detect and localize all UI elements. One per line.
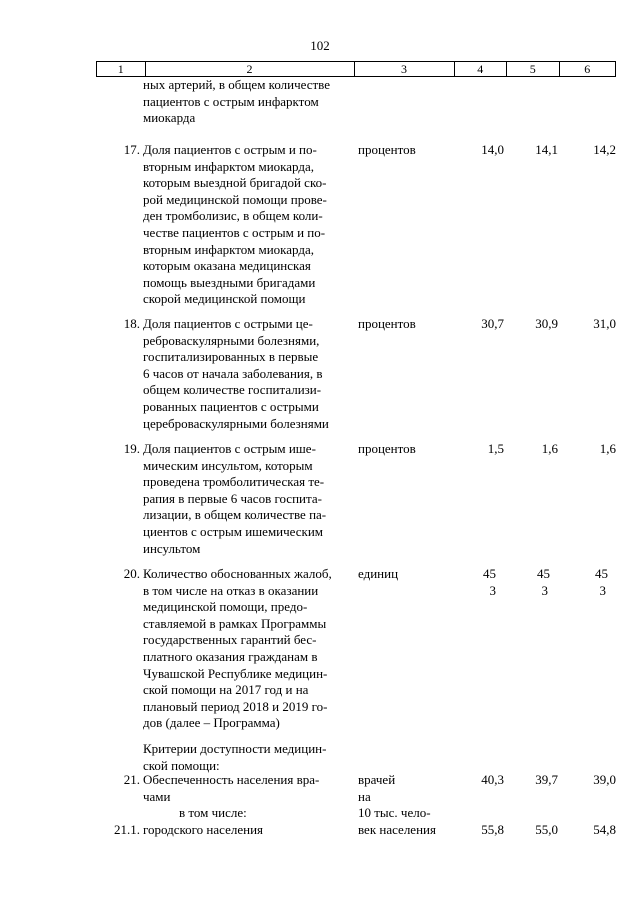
- value-col-4: [452, 566, 504, 599]
- desc-line: пациентов с острым инфарктом: [143, 93, 319, 109]
- desc-line: ден тромболизис, в общем коли-: [143, 208, 323, 224]
- desc-line: платного оказания гражданам в: [143, 648, 318, 664]
- desc-line: дов (далее – Программа): [143, 715, 280, 731]
- desc-line: чами: [143, 788, 171, 804]
- header-col-5: 5: [507, 62, 560, 76]
- row-description: [143, 77, 349, 127]
- desc-line: вторным инфарктом миокарда,: [143, 241, 315, 257]
- row-unit: процентов: [358, 142, 416, 157]
- desc-line: в том числе на отказ в оказании: [143, 582, 319, 598]
- row-description: городского населения: [143, 822, 264, 837]
- value-col-5: 39,7: [535, 772, 558, 787]
- desc-line: которым выездной бригадой ско-: [143, 175, 327, 191]
- row-number: 18.: [123, 316, 140, 331]
- desc-line: рой медицинской помощи прове-: [143, 191, 327, 207]
- value-col-6: 54,8: [593, 822, 616, 837]
- value-col-5: [506, 566, 558, 599]
- value-col-6: 1,6: [599, 441, 616, 456]
- desc-line: Доля пациентов с острым ише-: [143, 441, 316, 456]
- desc-line: ребров​аскулярными болезнями,: [143, 332, 320, 348]
- row-number: 17.: [123, 142, 140, 157]
- unit-line: 10 тыс. чело-: [358, 805, 431, 821]
- desc-line: ской помощи на 2017 год и на: [143, 682, 309, 698]
- row-number: 19.: [123, 441, 140, 456]
- value-col-4: 14,0: [481, 142, 504, 157]
- value-col-4: 55,8: [481, 822, 504, 837]
- desc-line: ской помощи:: [143, 757, 220, 773]
- value-col-5: 55,0: [535, 822, 558, 837]
- value-col-4: 40,3: [481, 772, 504, 787]
- row-description: [143, 741, 349, 774]
- row-unit: процентов: [358, 316, 416, 331]
- desc-line: лизации, в общем количестве па-: [143, 507, 327, 523]
- row-unit: процентов: [358, 441, 416, 456]
- desc-line: помощь выездными бригадами: [143, 274, 316, 290]
- header-col-1: 1: [97, 62, 146, 76]
- desc-line: Доля пациентов с острым и по-: [143, 142, 317, 157]
- header-col-3: 3: [355, 62, 455, 76]
- value-col-6: 31,0: [593, 316, 616, 331]
- value-col-6: 39,0: [593, 772, 616, 787]
- desc-line: Чувашской Республике медицин-: [143, 665, 328, 681]
- desc-line: Обеспеченность населения вра-: [143, 772, 320, 787]
- desc-line: Доля пациентов с острыми це-: [143, 316, 313, 331]
- value-col-6: [558, 566, 616, 599]
- value-col-4: 30,7: [481, 316, 504, 331]
- desc-line: плановый период 2018 и 2019 го-: [143, 698, 328, 714]
- row-description: [143, 316, 349, 432]
- desc-line: мическим инсультом, которым: [143, 457, 313, 473]
- value-line: 45: [483, 566, 496, 581]
- desc-line: циентов с острым ишемическим: [143, 523, 324, 539]
- unit-line: врачей на: [358, 772, 396, 804]
- row-description: [143, 566, 349, 732]
- desc-line: Критерии доступности медицин-: [143, 741, 327, 756]
- desc-line: медицинской помощи, предо-: [143, 599, 308, 615]
- desc-line: скорой медицинской помощи: [143, 291, 306, 307]
- value-line: 3: [541, 582, 548, 598]
- value-col-4: 1,5: [487, 441, 504, 456]
- desc-line: миокарда: [143, 110, 196, 126]
- desc-line: в том числе:: [179, 805, 247, 821]
- desc-line: цереброваскулярными болезнями: [143, 415, 329, 431]
- header-col-2: 2: [146, 62, 355, 76]
- desc-line: Количество обоснованных жалоб,: [143, 566, 332, 581]
- desc-line: проведена тромболитическая те-: [143, 474, 325, 490]
- header-col-4: 4: [455, 62, 508, 76]
- value-line: 3: [599, 582, 606, 598]
- value-col-6: 14,2: [593, 142, 616, 157]
- desc-line: общем количестве госпитализи-: [143, 382, 322, 398]
- row-number: 20.: [123, 566, 140, 581]
- desc-line: ставляемой в рамках Программы: [143, 615, 327, 631]
- desc-line: госпитализированных в первые: [143, 349, 319, 365]
- value-line: 3: [489, 582, 496, 598]
- desc-line: инсультом: [143, 540, 201, 556]
- value-line: 45: [595, 566, 608, 581]
- row-description: [143, 772, 349, 822]
- desc-line: ных артерий, в общем количестве: [143, 77, 331, 92]
- desc-line: рованных пациентов с острыми: [143, 398, 319, 414]
- value-line: 45: [537, 566, 550, 581]
- table-header: [96, 61, 616, 77]
- desc-line: вторным инфарктом миокарда,: [143, 158, 315, 174]
- value-col-5: 1,6: [541, 441, 558, 456]
- desc-line: 6 часов от начала заболевания, в: [143, 365, 323, 381]
- value-col-5: 30,9: [535, 316, 558, 331]
- header-col-6: 6: [584, 62, 591, 76]
- unit-line: век населения: [358, 821, 436, 837]
- value-col-5: 14,1: [535, 142, 558, 157]
- desc-line: честве пациентов с острым и по-: [143, 224, 326, 240]
- desc-line: которым оказана медицинская: [143, 258, 311, 274]
- row-unit: [358, 772, 454, 838]
- row-unit: единиц: [358, 566, 399, 581]
- row-number: 21.1.: [114, 822, 140, 837]
- desc-line: государственных гарантий бес-: [143, 632, 317, 648]
- desc-line: рапия в первые 6 часов госпита-: [143, 490, 322, 506]
- page-number: 102: [310, 38, 330, 53]
- row-description: [143, 142, 349, 308]
- row-number: 21.: [123, 772, 140, 787]
- row-description: [143, 441, 349, 557]
